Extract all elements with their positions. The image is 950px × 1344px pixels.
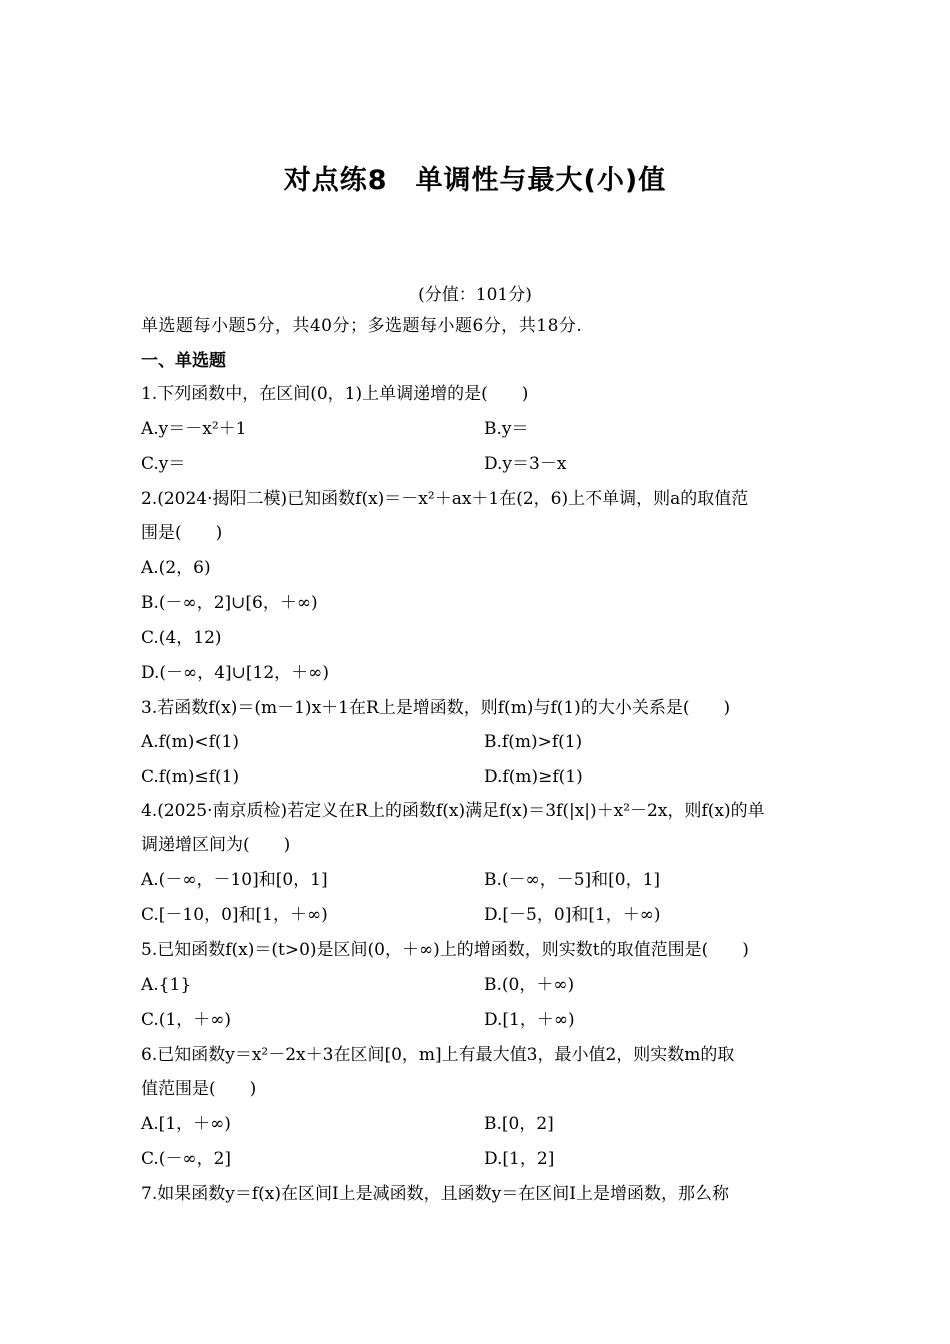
question-1-option-d: D.y＝3－x [484,454,567,474]
question-1-option-c: C.y＝ [141,454,186,474]
question-4-option-c: C.[－10，0]和[1，＋∞) [141,905,328,925]
question-2-option-a: A.(2，6) [141,558,211,578]
question-4-option-b: B.(－∞，－5]和[0，1] [484,870,661,890]
question-2-option-b: B.(－∞，2]∪[6，＋∞) [141,593,318,613]
page-title: 对点练8 单调性与最大(小)值 [283,165,667,196]
question-5-option-a: A.{1} [141,975,192,995]
question-1-option-b: B.y＝ [484,419,529,439]
question-3-option-c: C.f(m)≤f(1) [141,767,240,787]
question-6-stem-line1: 6.已知函数y＝x²－2x＋3在区间[0，m]上有最大值3，最小值2，则实数m的取 [141,1045,735,1065]
question-5-option-c: C.(1，＋∞) [141,1010,232,1030]
question-2-stem-line2: 围是( ) [141,523,223,543]
question-4-option-d: D.[－5，0]和[1，＋∞) [484,905,661,925]
question-2-option-c: C.(4，12) [141,628,222,648]
question-1-option-a: A.y＝－x²＋1 [141,419,247,439]
question-4-stem-line2: 调递增区间为( ) [141,835,291,855]
question-1-stem: 1.下列函数中，在区间(0，1)上单调递增的是( ) [141,384,529,404]
score-info: (分值：101分) [418,285,532,305]
question-6-stem-line2: 值范围是( ) [141,1079,257,1099]
section-heading: 一、单选题 [141,351,226,371]
question-5-stem: 5.已知函数f(x)＝(t>0)是区间(0，＋∞)上的增函数，则实数t的取值范围是( ) [141,940,749,960]
question-5-option-d: D.[1，＋∞) [484,1010,575,1030]
question-6-option-c: C.(－∞，2] [141,1149,232,1169]
question-4-stem-line1: 4.(2025·南京质检)若定义在R上的函数f(x)满足f(x)＝3f(|x|)＋x²－2x，则f(x)的单 [141,801,765,821]
question-3-stem: 3.若函数f(x)＝(m－1)x＋1在R上是增函数，则f(m)与f(1)的大小关系是( ) [141,698,731,718]
question-6-option-d: D.[1，2] [484,1149,555,1169]
instructions-note: 单选题每小题5分，共40分；多选题每小题6分，共18分. [141,316,583,336]
question-6-option-b: B.[0，2] [484,1114,554,1134]
question-6-option-a: A.[1，＋∞) [141,1114,231,1134]
question-2-stem-line1: 2.(2024·揭阳二模)已知函数f(x)＝－x²＋ax＋1在(2，6)上不单调，则a的取值范 [141,489,749,509]
question-3-option-a: A.f(m)<f(1) [141,732,239,752]
question-2-option-d: D.(－∞，4]∪[12，＋∞) [141,663,329,683]
question-4-option-a: A.(－∞，－10]和[0，1] [141,870,328,890]
question-5-option-b: B.(0，＋∞) [484,975,575,995]
question-3-option-b: B.f(m)>f(1) [484,732,583,752]
question-7-stem: 7.如果函数y＝f(x)在区间I上是减函数，且函数y＝在区间I上是增函数，那么称 [141,1184,730,1204]
question-3-option-d: D.f(m)≥f(1) [484,767,583,787]
